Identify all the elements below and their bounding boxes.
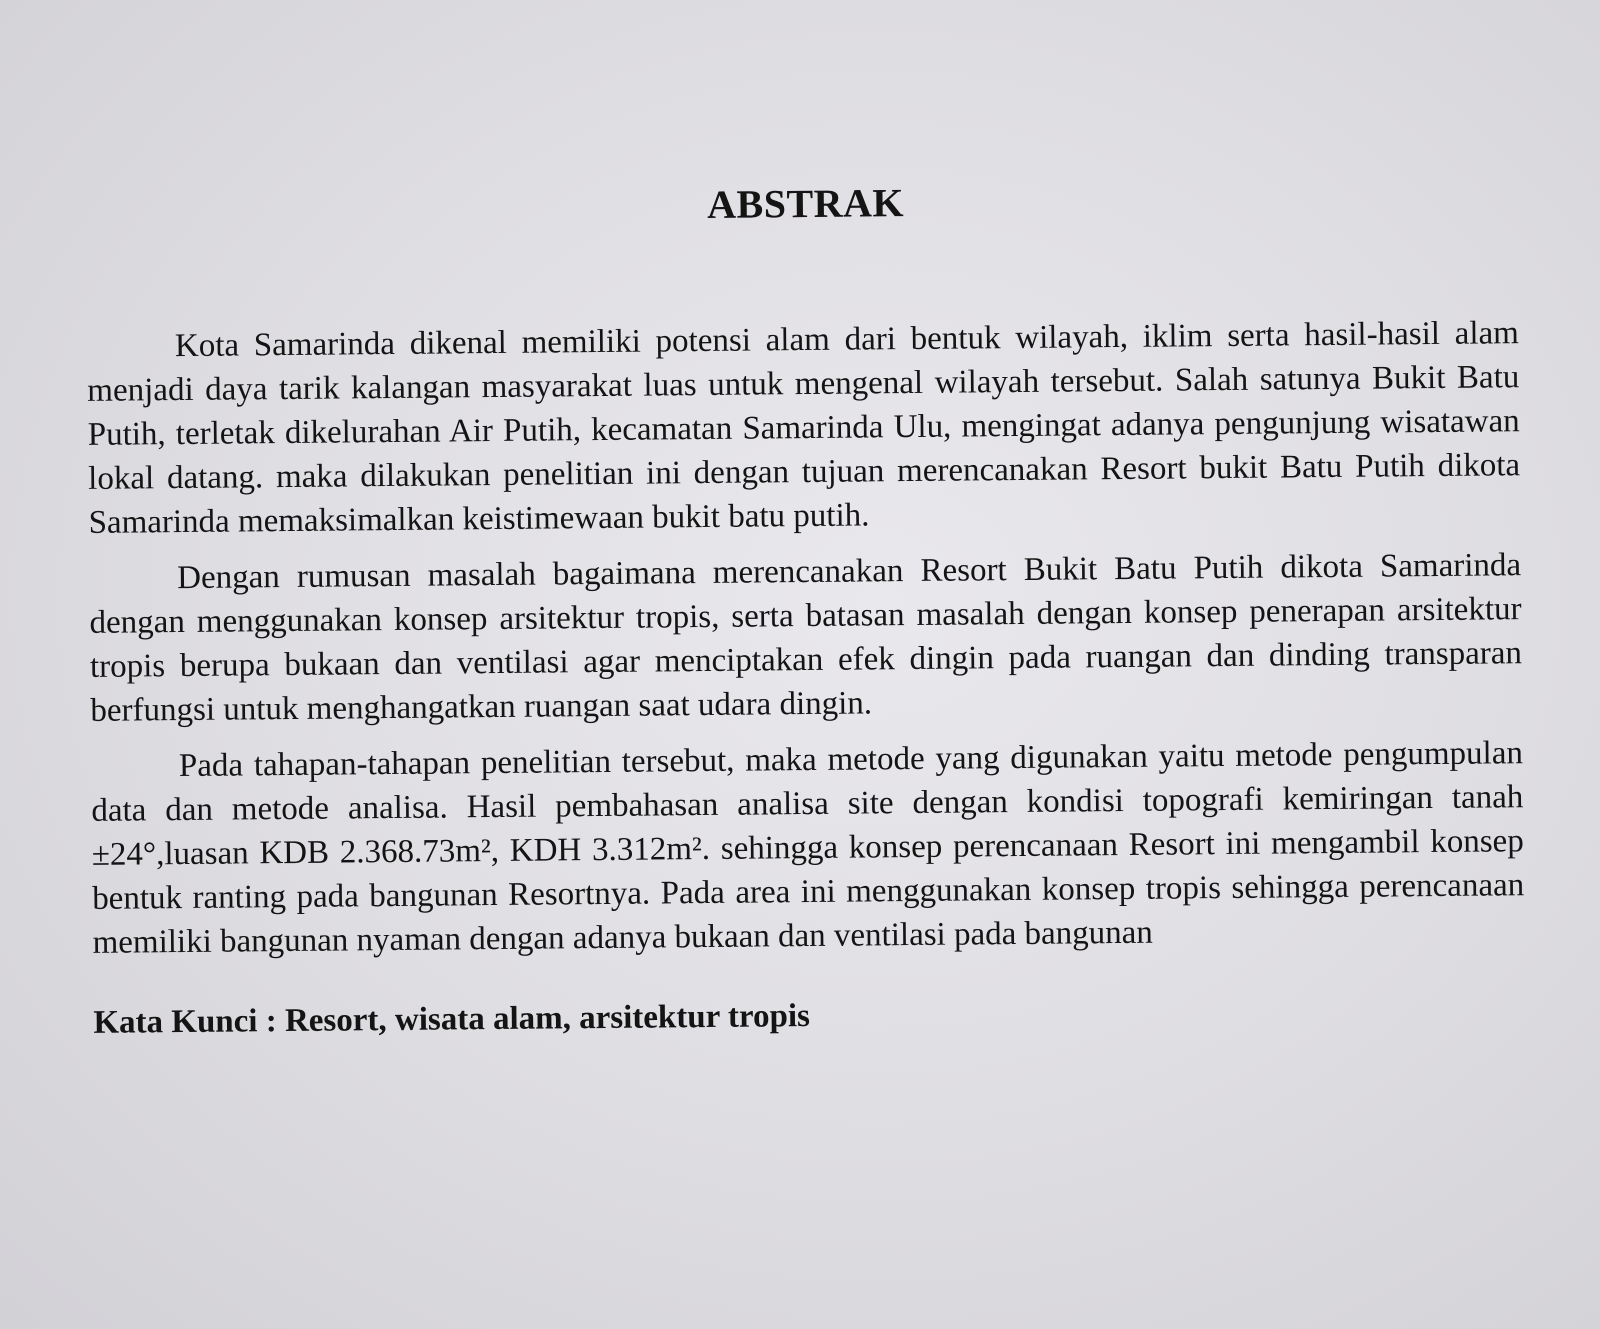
abstract-document <box>84 0 1537 1329</box>
abstract-title: ABSTRAK <box>706 180 905 227</box>
abstract-body <box>87 311 1526 1045</box>
abstract-paragraph-2: Dengan rumusan masalah bagaimana merencanakan Resort Bukit Batu Putih dikota Samarinda dengan menggunakan konsep arsitektur tropis, serta batasan masalah dengan konsep penerapan arsitektur tropis berupa bukaan dan ventilasi agar menciptakan efek dingin pada ruangan dan dinding transparan berfungsi untuk menghangatkan ruangan saat udara dingin. <box>89 547 1523 729</box>
keywords-line: Kata Kunci : Resort, wisata alam, arsitektur tropis <box>93 998 811 1041</box>
abstract-paragraph-3: Pada tahapan-tahapan penelitian tersebut, maka metode yang digunakan yaitu metode pengumpulan data dan metode analisa. Hasil pembahasan analisa site dengan kondisi topografi kemiringan tanah ±24°,luasan KDB 2.368.73m², KDH 3.312m². sehingga konsep perencanaan Resort ini mengambil konsep bentuk ranting pada bangunan Resortnya. Pada area ini menggunakan konsep tropis sehingga perencanaan memiliki bangunan nyaman dengan adanya bukaan dan ventilasi pada bangunan <box>91 735 1525 961</box>
abstract-paragraph-1: Kota Samarinda dikenal memiliki potensi alam dari bentuk wilayah, iklim serta hasil-hasil alam menjadi daya tarik kalangan masyarakat luas untuk mengenal wilayah tersebut. Salah satunya Bukit Batu Putih, terletak dikelurahan Air Putih, kecamatan Samarinda Ulu, mengingat adanya pengunjung wisatawan lokal datang. maka dilakukan penelitian ini dengan tujuan merencanakan Resort bukit Batu Putih dikota Samarinda memaksimalkan keistimewaan bukit batu putih. <box>87 315 1521 541</box>
